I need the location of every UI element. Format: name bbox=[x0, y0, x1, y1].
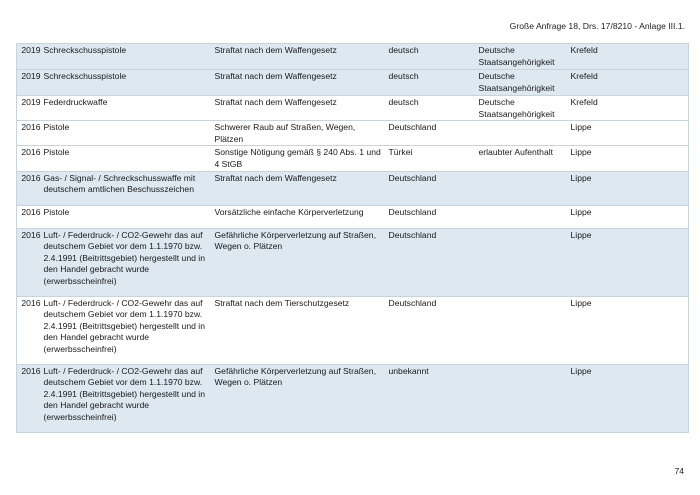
district-cell: Lippe bbox=[569, 146, 689, 171]
table-row bbox=[17, 121, 689, 146]
status-cell: Deutsche Staatsangehörigkeit bbox=[477, 96, 569, 121]
status-cell: Deutsche Staatsangehörigkeit bbox=[477, 44, 569, 70]
offense-cell: Vorsätzliche einfache Körperverletzung bbox=[213, 205, 387, 228]
district-cell: Krefeld bbox=[569, 96, 689, 121]
table-body bbox=[17, 44, 689, 433]
origin-cell: Deutschland bbox=[387, 228, 477, 296]
year-cell: 2019 bbox=[17, 70, 41, 96]
status-cell bbox=[477, 228, 569, 296]
offense-cell: Gefährliche Körperverletzung auf Straßen, Wegen o. Plätzen bbox=[213, 228, 387, 296]
offense-cell: Straftat nach dem Waffengesetz bbox=[213, 171, 387, 205]
table-row bbox=[17, 228, 689, 296]
table-row bbox=[17, 296, 689, 364]
status-cell bbox=[477, 364, 569, 432]
year-cell: 2016 bbox=[17, 296, 41, 364]
origin-cell: Deutschland bbox=[387, 171, 477, 205]
status-cell bbox=[477, 121, 569, 146]
table-row bbox=[17, 146, 689, 171]
table-row bbox=[17, 44, 689, 70]
table-row bbox=[17, 96, 689, 121]
origin-cell: Deutschland bbox=[387, 121, 477, 146]
origin-cell: deutsch bbox=[387, 70, 477, 96]
year-cell: 2019 bbox=[17, 44, 41, 70]
weapon-cell: Pistole bbox=[41, 121, 213, 146]
document-header: Große Anfrage 18, Drs. 17/8210 - Anlage III.1. bbox=[509, 21, 685, 31]
district-cell: Lippe bbox=[569, 171, 689, 205]
weapon-cell: Pistole bbox=[41, 205, 213, 228]
offense-cell: Straftat nach dem Waffengesetz bbox=[213, 96, 387, 121]
origin-cell: Türkei bbox=[387, 146, 477, 171]
year-cell: 2016 bbox=[17, 171, 41, 205]
origin-cell: unbekannt bbox=[387, 364, 477, 432]
year-cell: 2019 bbox=[17, 96, 41, 121]
year-cell: 2016 bbox=[17, 228, 41, 296]
year-cell: 2016 bbox=[17, 121, 41, 146]
year-cell: 2016 bbox=[17, 205, 41, 228]
district-cell: Lippe bbox=[569, 228, 689, 296]
origin-cell: Deutschland bbox=[387, 205, 477, 228]
table-row bbox=[17, 70, 689, 96]
weapon-cell: Schreckschusspistole bbox=[41, 44, 213, 70]
district-cell: Lippe bbox=[569, 205, 689, 228]
district-cell: Lippe bbox=[569, 296, 689, 364]
status-cell bbox=[477, 296, 569, 364]
weapon-cell: Gas- / Signal- / Schreckschusswaffe mit deutschem amtlichen Beschusszeichen bbox=[41, 171, 213, 205]
table-row bbox=[17, 171, 689, 205]
offense-cell: Sonstige Nötigung gemäß § 240 Abs. 1 und 4 StGB bbox=[213, 146, 387, 171]
weapon-cell: Luft- / Federdruck- / CO2-Gewehr das auf deutschem Gebiet vor dem 1.1.1970 bzw. 2.4.1991 (Beitrittsgebiet) hergestellt und in den Handel gebracht wurde (erwerbsscheinfrei) bbox=[41, 364, 213, 432]
district-cell: Lippe bbox=[569, 121, 689, 146]
offense-cell: Straftat nach dem Waffengesetz bbox=[213, 70, 387, 96]
data-table bbox=[16, 43, 689, 433]
weapon-cell: Luft- / Federdruck- / CO2-Gewehr das auf deutschem Gebiet vor dem 1.1.1970 bzw. 2.4.1991 (Beitrittsgebiet) hergestellt und in den Handel gebracht wurde (erwerbsscheinfrei) bbox=[41, 228, 213, 296]
status-cell bbox=[477, 205, 569, 228]
table-row bbox=[17, 205, 689, 228]
origin-cell: deutsch bbox=[387, 96, 477, 121]
table-row bbox=[17, 364, 689, 432]
weapon-cell: Pistole bbox=[41, 146, 213, 171]
district-cell: Lippe bbox=[569, 364, 689, 432]
district-cell: Krefeld bbox=[569, 44, 689, 70]
page-number: 74 bbox=[674, 466, 684, 476]
offense-cell: Straftat nach dem Tierschutzgesetz bbox=[213, 296, 387, 364]
offense-cell: Schwerer Raub auf Straßen, Wegen, Plätzen bbox=[213, 121, 387, 146]
status-cell: erlaubter Aufenthalt bbox=[477, 146, 569, 171]
weapon-cell: Federdruckwaffe bbox=[41, 96, 213, 121]
status-cell: Deutsche Staatsangehörigkeit bbox=[477, 70, 569, 96]
year-cell: 2016 bbox=[17, 146, 41, 171]
offense-cell: Straftat nach dem Waffengesetz bbox=[213, 44, 387, 70]
origin-cell: deutsch bbox=[387, 44, 477, 70]
district-cell: Krefeld bbox=[569, 70, 689, 96]
year-cell: 2016 bbox=[17, 364, 41, 432]
offense-cell: Gefährliche Körperverletzung auf Straßen, Wegen o. Plätzen bbox=[213, 364, 387, 432]
status-cell bbox=[477, 171, 569, 205]
weapon-cell: Luft- / Federdruck- / CO2-Gewehr das auf deutschem Gebiet vor dem 1.1.1970 bzw. 2.4.1991 (Beitrittsgebiet) hergestellt und in den Handel gebracht wurde (erwerbsscheinfrei) bbox=[41, 296, 213, 364]
weapon-cell: Schreckschusspistole bbox=[41, 70, 213, 96]
origin-cell: Deutschland bbox=[387, 296, 477, 364]
